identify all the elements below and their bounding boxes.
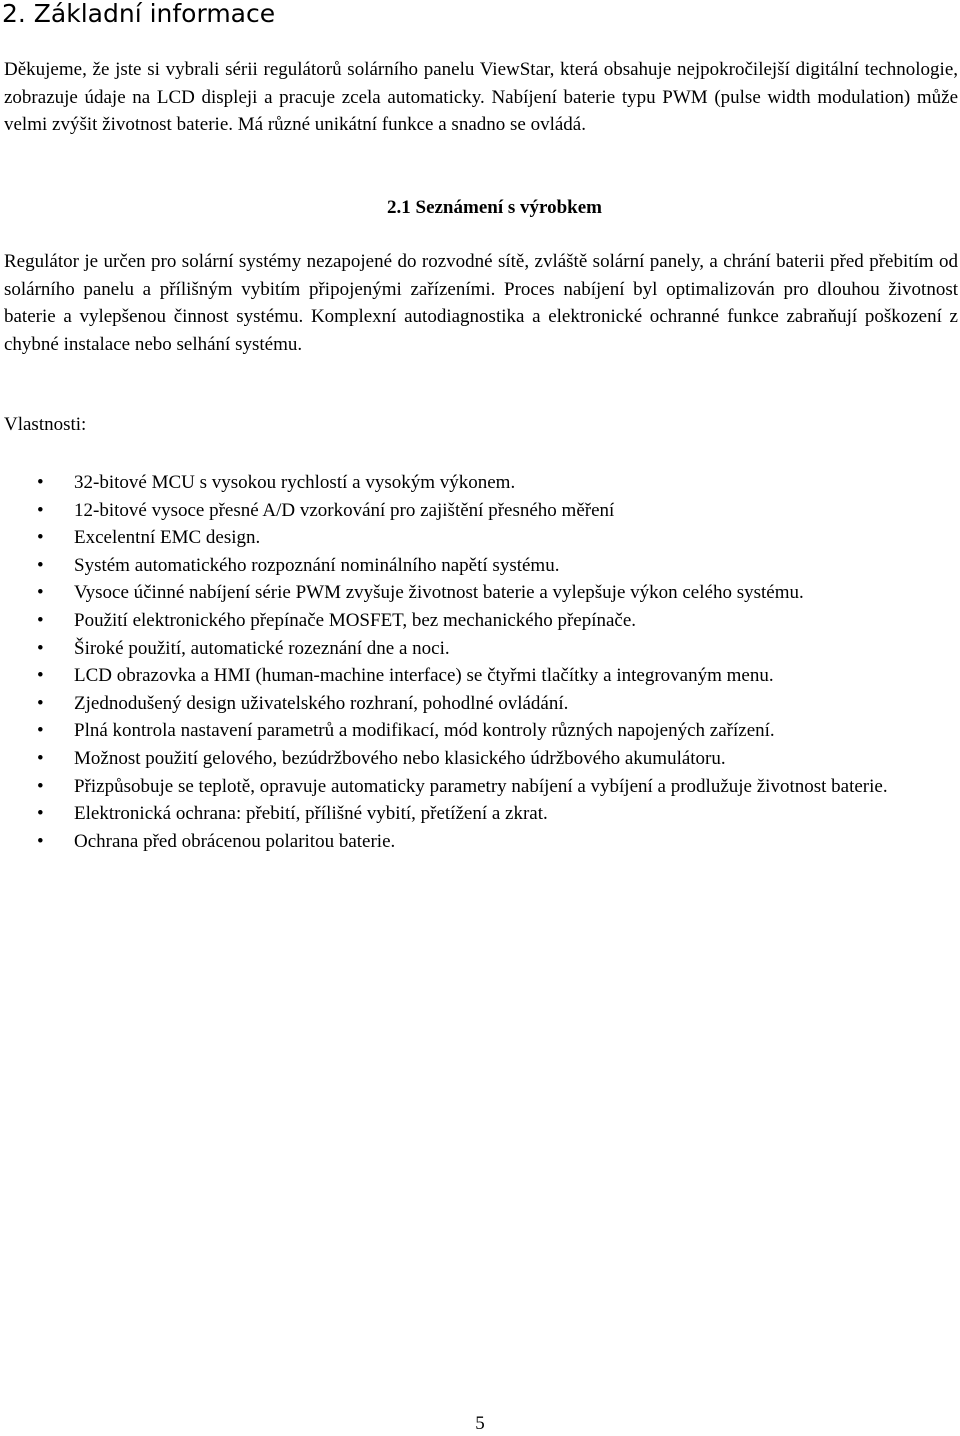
- feature-text: Použití elektronického přepínače MOSFET, bez mechanického přepínače.: [74, 609, 637, 631]
- features-list: [0, 469, 960, 855]
- feature-text: Ochrana před obrácenou polaritou baterie.: [74, 830, 396, 852]
- feature-text: Přizpůsobuje se teplotě, opravuje automaticky parametry nabíjení a vybíjení a prodlužuje životnost baterie.: [74, 775, 888, 797]
- feature-text: Elektronická ochrana: přebití, přílišné vybití, přetížení a zkrat.: [74, 803, 548, 825]
- bullet-icon: •: [37, 472, 44, 493]
- feature-item: [0, 828, 957, 856]
- feature-item: [0, 717, 957, 745]
- feature-text: LCD obrazovka a HMI (human-machine interface) se čtyřmi tlačítky a integrovaným menu.: [74, 665, 774, 687]
- bullet-icon: •: [37, 637, 44, 659]
- bullet-icon: •: [37, 720, 44, 742]
- bullet-icon: •: [37, 665, 44, 687]
- bullet-icon: •: [37, 527, 44, 549]
- bullet-icon: •: [37, 803, 44, 825]
- feature-item: [0, 773, 957, 801]
- feature-item: [0, 635, 957, 663]
- product-description-paragraph: Regulátor je určen pro solární systémy nezapojené do rozvodné sítě, zvláště solární panely, a chrání baterii před přebitím od solárního panelu a přílišným vybitím připojenými zařízeními. Proces nabíjení byl optimalizován pro dlouhou životnost baterie a vylepšenou činnost systému. Komplexní autodiagnostika a elektronické ochranné funkce zabraňují poškození z chybné instalace nebo selhání systému.: [4, 251, 958, 355]
- feature-item: [0, 607, 957, 635]
- bullet-icon: •: [37, 609, 44, 631]
- feature-text: Široké použití, automatické rozeznání dne a noci.: [74, 637, 450, 659]
- feature-item: [0, 690, 957, 718]
- bullet-icon: •: [37, 830, 44, 852]
- intro-paragraph: Děkujeme, že jste si vybrali sérii regulátorů solárního panelu ViewStar, která obsahuje nejpokročilejší digitální technologie, zobrazuje údaje na LCD displeji a pracuje zcela automaticky. Nabíjení baterie typu PWM (pulse width modulation) může velmi zvýšit životnost baterie. Má různé unikátní funkce a snadno se ovládá.: [4, 59, 958, 136]
- bullet-icon: •: [37, 499, 44, 521]
- page-number: 5: [475, 1413, 485, 1434]
- feature-text: Plná kontrola nastavení parametrů a modifikací, mód kontroly různých napojených zařízení.: [74, 720, 775, 742]
- feature-item: [0, 662, 957, 690]
- feature-item: [0, 579, 957, 607]
- feature-text: Systém automatického rozpoznání nominálního napětí systému.: [74, 554, 560, 576]
- section-heading: 2. Základní informace: [2, 0, 276, 28]
- feature-item: [0, 469, 957, 497]
- subsection-heading: 2.1 Seznámení s výrobkem: [387, 197, 602, 218]
- features-label: Vlastnosti:: [4, 414, 87, 435]
- feature-item: [0, 524, 957, 552]
- feature-text: Zjednodušený design uživatelského rozhraní, pohodlné ovládání.: [74, 692, 569, 714]
- feature-text: Excelentní EMC design.: [74, 527, 261, 549]
- feature-text: Vysoce účinné nabíjení série PWM zvyšuje životnost baterie a vylepšuje výkon celého systému.: [74, 582, 804, 604]
- feature-text: Možnost použití gelového, bezúdržbového nebo klasického údržbového akumulátoru.: [74, 747, 726, 769]
- feature-item: [0, 552, 957, 580]
- bullet-icon: •: [37, 582, 44, 604]
- feature-item: [0, 745, 957, 773]
- feature-text: 12-bitové vysoce přesné A/D vzorkování pro zajištění přesného měření: [74, 499, 615, 521]
- feature-text: 32-bitové MCU s vysokou rychlostí a vysokým výkonem.: [74, 472, 516, 493]
- feature-item: [0, 497, 957, 525]
- bullet-icon: •: [37, 775, 44, 797]
- bullet-icon: •: [37, 692, 44, 714]
- bullet-icon: •: [37, 747, 44, 769]
- feature-item: [0, 800, 957, 828]
- bullet-icon: •: [37, 554, 44, 576]
